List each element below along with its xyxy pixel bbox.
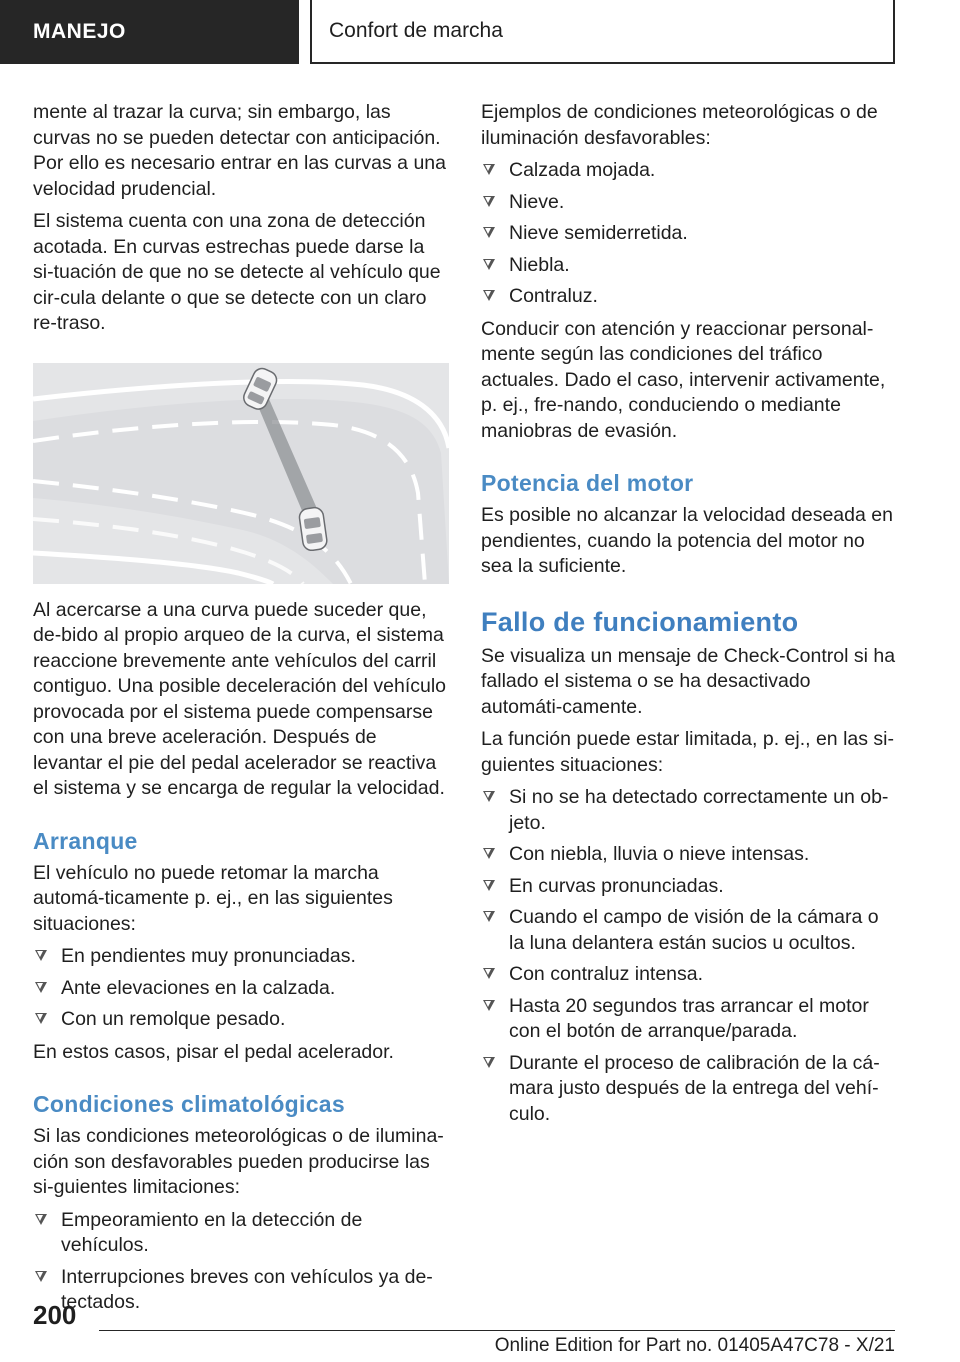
road-curve-diagram (33, 363, 449, 584)
paragraph: Si las condiciones meteorológicas o de ilumina-ción son desfavorables pueden producirse las si-guientes limitaciones: (33, 1125, 444, 1198)
heading-potencia: Potencia del motor (481, 470, 694, 496)
right-column (481, 100, 897, 1134)
paragraph: Se visualiza un mensaje de Check-Control si ha fallado el sistema o se ha desactivado automáti-camente. (481, 644, 896, 718)
triangle-bullet-icon (483, 1000, 495, 1011)
list-item (481, 158, 897, 184)
edition-note: Online Edition for Part no. 01405A47C78 - X/21 (494, 1335, 895, 1356)
list-item-text: Contraluz. (509, 285, 598, 307)
triangle-bullet-icon (483, 227, 495, 238)
list-item-text: Calzada mojada. (509, 159, 656, 181)
list-item (481, 785, 897, 836)
section-label: MANEJO (0, 0, 299, 64)
chapter-title: Confort de marcha (310, 0, 895, 64)
list-item-text: Con niebla, lluvia o nieve intensas. (509, 843, 810, 865)
paragraph: mente al trazar la curva; sin embargo, las curvas no se pueden detectar con anticipación. Por ello es necesario entrar en las curvas a una velocidad prudencial. (33, 101, 446, 200)
triangle-bullet-icon (483, 848, 495, 859)
list-item (481, 253, 897, 279)
triangle-bullet-icon (483, 164, 495, 175)
bullet-list (33, 1208, 449, 1316)
list-item-text: Si no se ha detectado correctamente un ob-jeto. (509, 786, 889, 834)
triangle-bullet-icon (35, 1214, 47, 1225)
list-item (33, 944, 449, 970)
paragraph: Al acercarse a una curva puede suceder que, de-bido al propio arqueo de la curva, el sistema reaccione brevemente ante vehículos del carril contiguo. Una posible deceleración del vehículo provocada por el sistema puede compensarse con una breve aceleración. Después de levantar el pie del pedal acelerador se reactiva el sistema y se encarga de regular la velocidad. (33, 598, 447, 799)
triangle-bullet-icon (483, 259, 495, 270)
triangle-bullet-icon (483, 968, 495, 979)
triangle-bullet-icon (483, 791, 495, 802)
curve-detection-illustration (33, 363, 449, 584)
list-item (481, 962, 897, 988)
footer-divider (99, 1330, 895, 1331)
own-car-icon (298, 506, 328, 551)
list-item (481, 994, 897, 1045)
list-item (33, 976, 449, 1002)
list-item-text: En curvas pronunciadas. (509, 874, 724, 897)
page-header (0, 0, 960, 66)
paragraph: Conducir con atención y reaccionar personal-mente según las condiciones del tráfico actuales. Dado el caso, intervenir activamente, p. ej., fre-nando, conduciendo o mediante maniobras de evasión. (481, 317, 886, 442)
list-item (481, 1051, 897, 1128)
list-item-text: Empeoramiento en la detección de vehículos. (61, 1208, 363, 1256)
heading-fallo: Fallo de funcionamiento (481, 606, 799, 637)
list-item (481, 190, 897, 216)
list-item (481, 905, 897, 956)
left-column (33, 100, 449, 1323)
paragraph: Ejemplos de condiciones meteorológicas o de iluminación desfavorables: (481, 101, 878, 149)
paragraph: El sistema cuenta con una zona de detección acotada. En curvas estrechas puede darse la si-tuación de que no se detecte al vehículo que cir-cula delante o que se detecte con un claro re-traso. (33, 210, 441, 334)
list-item-text: Con contraluz intensa. (509, 963, 704, 985)
triangle-bullet-icon (483, 880, 495, 891)
bullet-list (33, 944, 449, 1033)
list-item-text: Niebla. (509, 253, 570, 276)
triangle-bullet-icon (35, 950, 47, 961)
triangle-bullet-icon (35, 982, 47, 993)
list-item-text: Ante elevaciones en la calzada. (61, 976, 336, 999)
list-item-text: Interrupciones breves con vehículos ya de-tectados. (61, 1265, 433, 1313)
paragraph: El vehículo no puede retomar la marcha automá-ticamente p. ej., en las siguientes situaciones: (33, 861, 393, 935)
paragraph: En estos casos, pisar el pedal acelerador. (33, 1040, 394, 1063)
list-item (481, 842, 897, 868)
bullet-list (481, 785, 897, 1127)
triangle-bullet-icon (483, 290, 495, 301)
page-number: 200 (33, 1300, 77, 1330)
list-item (481, 874, 897, 900)
list-item (481, 221, 897, 247)
triangle-bullet-icon (483, 196, 495, 207)
triangle-bullet-icon (483, 1057, 495, 1068)
triangle-bullet-icon (35, 1271, 47, 1282)
bullet-list (481, 158, 897, 310)
list-item (481, 284, 897, 310)
list-item-text: Cuando el campo de visión de la cámara o la luna delantera están sucios u ocultos. (509, 906, 879, 954)
list-item-text: Nieve. (509, 190, 565, 213)
list-item (33, 1007, 449, 1033)
paragraph: La función puede estar limitada, p. ej., en las si-guientes situaciones: (481, 728, 894, 776)
heading-arranque: Arranque (33, 827, 138, 854)
paragraph: Es posible no alcanzar la velocidad deseada en pendientes, cuando la potencia del motor no sea la suficiente. (481, 504, 893, 577)
list-item-text: Nieve semiderretida. (509, 222, 688, 244)
list-item (33, 1265, 449, 1316)
list-item-text: En pendientes muy pronunciadas. (61, 945, 356, 967)
heading-condiciones: Condiciones climatológicas (33, 1091, 345, 1117)
triangle-bullet-icon (483, 911, 495, 922)
list-item-text: Con un remolque pesado. (61, 1008, 286, 1030)
list-item (33, 1208, 449, 1259)
list-item-text: Durante el proceso de calibración de la cá-mara justo después de la entrega del vehí-culo. (509, 1051, 880, 1125)
triangle-bullet-icon (35, 1013, 47, 1024)
list-item-text: Hasta 20 segundos tras arrancar el motor con el botón de arranque/parada. (509, 994, 869, 1042)
